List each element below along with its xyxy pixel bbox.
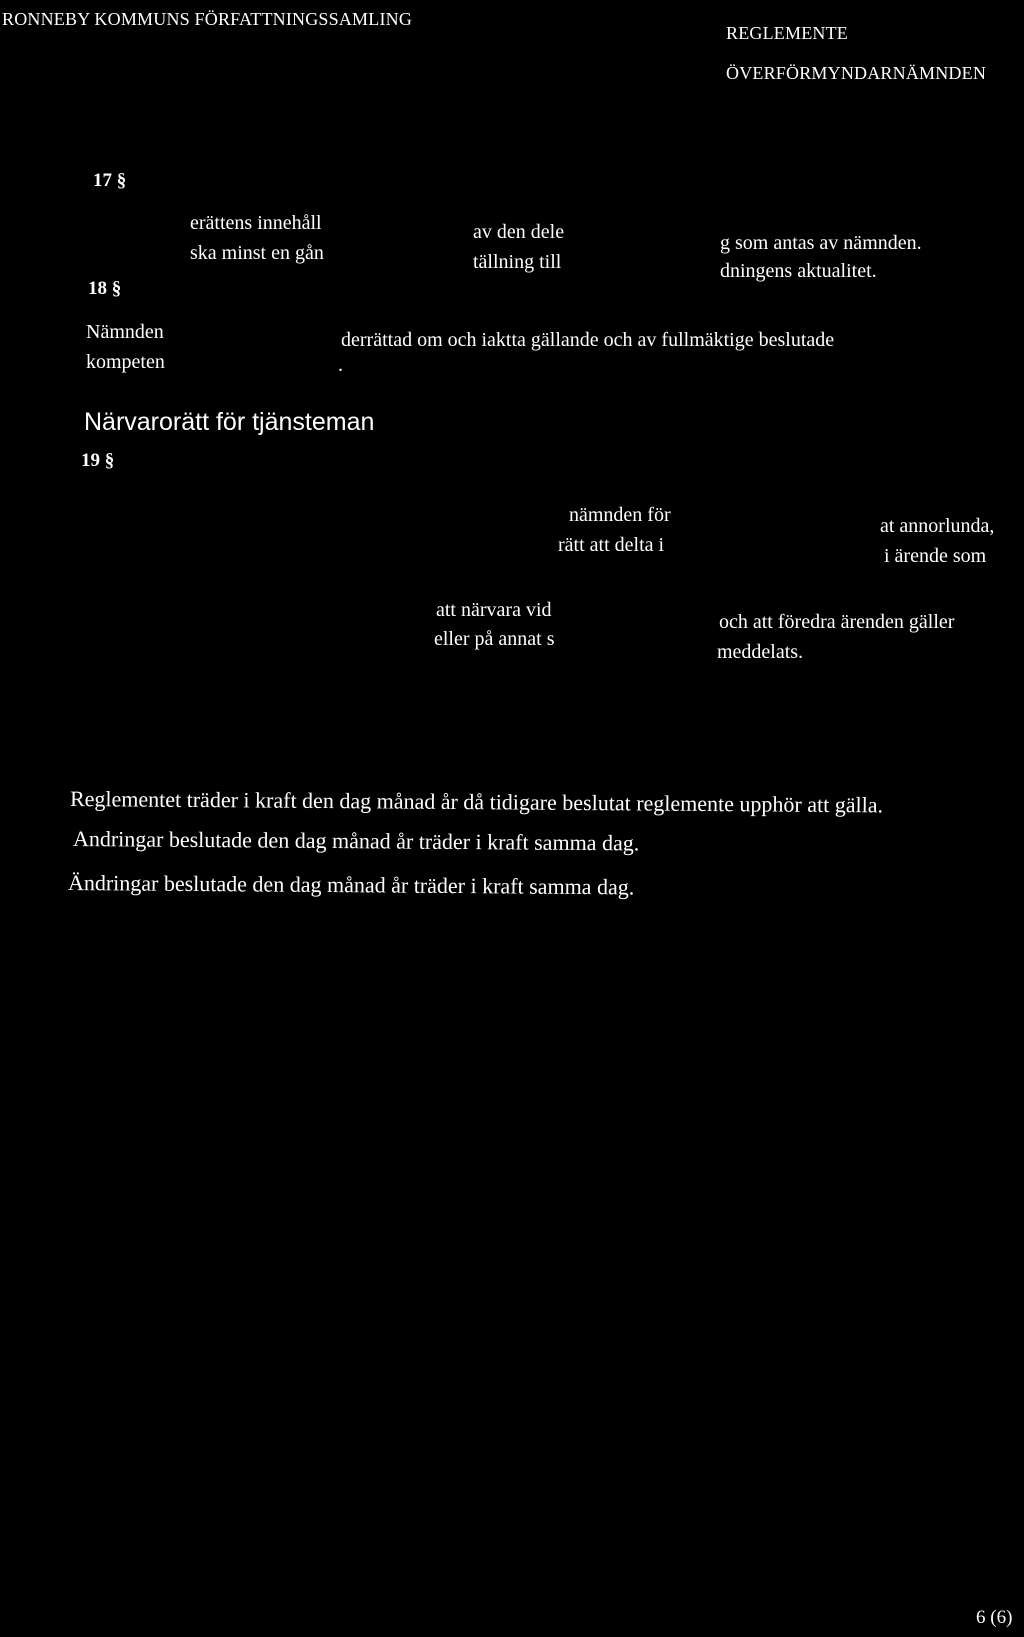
section-17-fragment: ska minst en gån bbox=[190, 242, 324, 264]
board-name: ÖVERFÖRMYNDARNÄMNDEN bbox=[726, 63, 987, 83]
section-17-fragment: tällning till bbox=[473, 251, 562, 273]
section-19-fragment: nämnden för bbox=[569, 504, 671, 526]
section-17-fragment: dningens aktualitet. bbox=[720, 260, 877, 282]
section-19-fragment: i ärende som bbox=[884, 545, 987, 567]
section-18-fragment: Nämnden bbox=[86, 321, 164, 343]
section-17-fragment: g som antas av nämnden. bbox=[720, 232, 922, 254]
section-19-fragment: meddelats. bbox=[717, 641, 804, 663]
section-19-fragment: eller på annat s bbox=[434, 628, 555, 650]
closing-line: Andringar beslutade den dag månad år träder i kraft samma dag. bbox=[72, 826, 640, 856]
collection-title: RONNEBY KOMMUNS FÖRFATTNINGSSAMLING bbox=[2, 9, 413, 29]
section-18-label: 18 § bbox=[88, 278, 122, 299]
section-18-fragment: kompeten bbox=[86, 351, 165, 373]
document-type: REGLEMENTE bbox=[726, 23, 848, 43]
section-17-fragment: erättens innehåll bbox=[190, 212, 322, 234]
section-17-fragment: av den dele bbox=[473, 221, 565, 243]
section-19-label: 19 § bbox=[81, 450, 115, 471]
section-18-fragment: derrättad om och iaktta gällande och av fullmäktige beslutade bbox=[341, 329, 835, 351]
section-heading: Närvarorätt för tjänsteman bbox=[84, 408, 375, 436]
section-19-fragment: att närvara vid bbox=[436, 599, 552, 621]
closing-line: Reglementet träder i kraft den dag månad år då tidigare beslutat reglemente upphör att gälla. bbox=[69, 786, 884, 818]
page-number: 6 (6) bbox=[976, 1607, 1013, 1628]
section-18-fragment: . bbox=[338, 354, 343, 376]
section-17-label: 17 § bbox=[93, 170, 127, 191]
section-19-fragment: at annorlunda, bbox=[880, 515, 995, 537]
closing-line: Ändringar beslutade den dag månad år träder i kraft samma dag. bbox=[67, 870, 635, 900]
section-19-fragment: rätt att delta i bbox=[558, 534, 665, 556]
section-19-fragment: och att föredra ärenden gäller bbox=[719, 611, 955, 633]
